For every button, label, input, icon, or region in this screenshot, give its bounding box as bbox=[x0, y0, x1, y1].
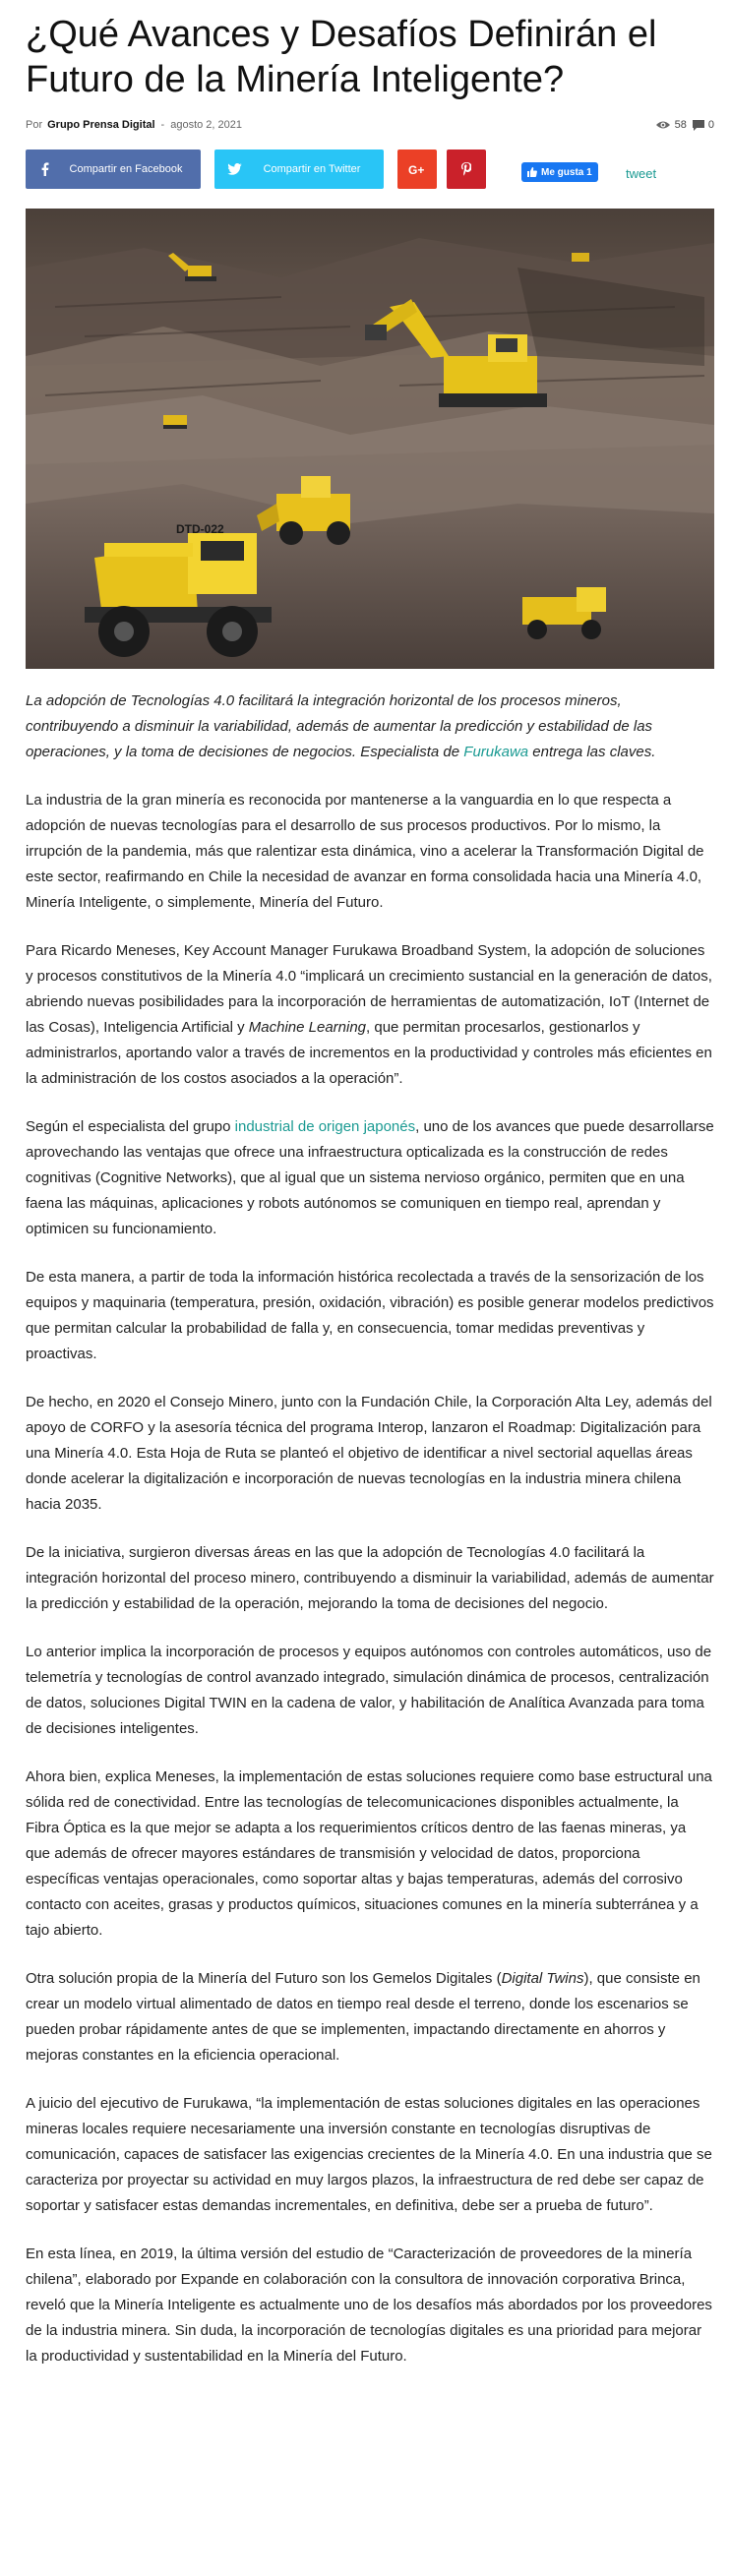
share-facebook-label: Compartir en Facebook bbox=[69, 163, 183, 175]
paragraph-7: De la iniciativa, surgieron diversas áreas en las que la adopción de Tecnologías 4.0 facilitará la integración horizontal del proceso minero, contribuyendo a disminuir la variabilidad, además de aumentar la predicción y estabilidad de la operación, mejorando la toma de decisiones del negocio. bbox=[26, 1544, 714, 1612]
like-label: Me gusta 1 bbox=[541, 166, 592, 178]
lead-text-start: La adopción de Tecnologías 4.0 facilitará la integración horizontal de los procesos mineros, contribuyendo a disminuir la variabilidad, además de aumentar la predicción y estabilidad de las operaciones, y la toma de decisiones de negocios. Especialista de bbox=[26, 692, 653, 760]
paragraph-4-end: , uno de los avances que puede desarrollarse aprovechando las ventajas que ofrece una infraestructura opticalizada es la construcción de redes cognitivas (Cognitive Networks), que al igual que un sistema nervioso orgánico, permiten que en una faena las máquinas, aplicaciones y robots autónomos se comuniquen en tiempo real, aprendan y optimicen su funcionamiento. bbox=[26, 1118, 714, 1237]
comment-icon bbox=[693, 120, 704, 131]
furukawa-link[interactable]: Furukawa bbox=[463, 744, 529, 760]
industrial-group-link[interactable]: industrial de origen japonés bbox=[234, 1118, 416, 1135]
like-button[interactable] bbox=[521, 162, 598, 182]
vehicle-small-left bbox=[163, 415, 187, 429]
facebook-icon bbox=[26, 162, 65, 176]
paragraph-8: Lo anterior implica la incorporación de procesos y equipos autónomos con controles automáticos, uso de telemetría y tecnologías de control avanzado integrado, simulación dinámica de procesos, centralización de datos, soluciones Digital TWIN en la cadena de valor, y habilitación de Analítica Avanzada para toma de decisiones inteligentes. bbox=[26, 1644, 712, 1737]
share-twitter-button[interactable] bbox=[214, 150, 384, 189]
meta-separator: - bbox=[160, 119, 165, 131]
eye-icon bbox=[655, 120, 671, 130]
share-pinterest-button[interactable] bbox=[447, 150, 486, 189]
paragraph-10 bbox=[26, 1966, 714, 2068]
tweet-link[interactable]: tweet bbox=[626, 166, 657, 181]
views-count bbox=[655, 119, 687, 131]
vehicle-small-far bbox=[572, 253, 589, 262]
lead-text-end: entrega las claves. bbox=[528, 744, 656, 760]
paragraph-10-start: Otra solución propia de la Minería del Futuro son los Gemelos Digitales ( bbox=[26, 1970, 502, 1987]
lead-paragraph bbox=[26, 689, 714, 765]
paragraph-2: La industria de la gran minería es reconocida por mantenerse a la vanguardia en lo que respecta a adopción de nuevas tecnologías para el desarrollo de sus procesos productivos. Por lo mismo, la irrupción de la pandemia, más que ralentizar esta dinámica, vino a acelerar la Transformación Digital de este sector, reafirmando en Chile la necesidad de avanzar en forma consolidada hacia una Minería 4.0, Minería Inteligente, o simplemente, Minería del Futuro. bbox=[26, 792, 704, 911]
paragraph-3-start: Para Ricardo Meneses, Key Account Manager Furukawa Broadband System, la adopción de soluciones y procesos constitutivos de la Minería 4.0 “implicará un crecimiento sustancial en la generación de datos, abriendo nuevas posibilidades para la incorporación de herramientas de automatización, IoT (Internet de las Cosas), Inteligencia Artificial y bbox=[26, 942, 712, 1036]
paragraph-9: Ahora bien, explica Meneses, la implementación de estas soluciones requiere como base estructural una sólida red de conectividad. Entre las tecnologías de telecomunicaciones disponibles actualmente, la Fibra Óptica es la que mejor se adapta a los requerimientos críticos dentro de las faenas mineras, ya que además de ofrecer mayores estándares de transmisión y velocidad de datos, proporciona específicas ventajas operacionales, como soportar altas y bajas temperaturas, además del corrosivo contacto con aceites, grasas y productos químicos, situaciones comunes en la minería subterránea y a tajo abierto. bbox=[26, 1768, 712, 1939]
paragraph-5: De esta manera, a partir de toda la información histórica recolectada a través de la sensorización de los equipos y maquinaria (temperatura, presión, oxidación, vibración) es posible generar modelos predictivos que permitan calcular la probabilidad de falla y, en consecuencia, tomar medidas preventivas y proactivas. bbox=[26, 1269, 714, 1362]
share-google-plus-button[interactable] bbox=[397, 150, 437, 189]
digital-twins-term: Digital Twins bbox=[501, 1970, 584, 1987]
hero-image bbox=[26, 209, 714, 669]
views-value: 58 bbox=[674, 119, 687, 131]
paragraph-10-end: ), que consiste en crear un modelo virtual alimentado de datos en tiempo real desde el terreno, donde los escenarios se pueden probar rápidamente antes de que se implementen, impactando directamente en ahorros y mejoras constantes en la eficiencia operacional. bbox=[26, 1970, 700, 2064]
paragraph-11: A juicio del ejecutivo de Furukawa, “la implementación de estas soluciones digitales en las operaciones mineras locales requiere necesariamente una inversión constante en tecnologías disruptivas de comunicación, capaces de satisfacer las exigencias crecientes de la Minería 4.0. En una industria que se caracteriza por proyectar su actividad en muy largos plazos, la infraestructura de red debe ser capaz de soportar y satisfacer estas demandas incrementales, en definitiva, debe ser a prueba de futuro”. bbox=[26, 2095, 712, 2214]
machine-learning-term: Machine Learning bbox=[248, 1019, 367, 1036]
paragraph-6: De hecho, en 2020 el Consejo Minero, junto con la Fundación Chile, la Corporación Alta Ley, además del apoyo de CORFO y la asesoría técnica del programa Interop, lanzaron el Roadmap: Digitalización para una Minería 4.0. Esta Hoja de Ruta se planteó el objetivo de identificar a nivel sectorial aquellas áreas donde acelerar la digitalización e incorporación de nuevas tecnologías en la industria minera chilena hacia 2035. bbox=[26, 1394, 712, 1513]
paragraph-12: En esta línea, en 2019, la última versión del estudio de “Caracterización de proveedores de la minería chilena”, elaborado por Expande en colaboración con la consultora de innovación corporativa Brinca, reveló que la Minería Inteligente es actualmente uno de los desafíos más abordados por los proveedores de la industria minera. Sin duda, la incorporación de tecnologías digitales es una prioridad para mejorar la productividad y sustentabilidad en la Minería del Futuro. bbox=[26, 2246, 712, 2365]
paragraph-3 bbox=[26, 938, 714, 1092]
paragraph-3-end: , que permitan procesarlos, gestionarlos y administrarlos, aportando valor a través de incrementos en la productividad y controles más eficientes en la administración de los costos asociados a la operación”. bbox=[26, 1019, 712, 1087]
share-twitter-label: Compartir en Twitter bbox=[263, 163, 361, 175]
twitter-icon bbox=[214, 163, 254, 175]
share-bar bbox=[26, 150, 714, 189]
google-plus-icon bbox=[408, 163, 426, 175]
paragraph-4 bbox=[26, 1114, 714, 1242]
truck-number-label: DTD-022 bbox=[176, 522, 224, 536]
post-stats bbox=[655, 119, 714, 131]
comments-count[interactable] bbox=[693, 119, 714, 131]
post-meta bbox=[26, 116, 714, 134]
svg-text:G+: G+ bbox=[408, 163, 425, 175]
mining-site-photo bbox=[26, 209, 714, 669]
paragraph-4-start: Según el especialista del grupo bbox=[26, 1118, 235, 1135]
post-date: agosto 2, 2021 bbox=[170, 119, 243, 131]
author-link[interactable]: Grupo Prensa Digital bbox=[47, 119, 155, 131]
article-body bbox=[26, 689, 714, 2392]
by-label: Por bbox=[26, 119, 43, 131]
pinterest-icon bbox=[461, 162, 471, 176]
share-facebook-button[interactable] bbox=[26, 150, 201, 189]
thumbs-up-icon bbox=[527, 167, 537, 177]
comments-value: 0 bbox=[707, 119, 714, 131]
page-title: ¿Qué Avances y Desafíos Definirán el Futuro de la Minería Inteligente? bbox=[26, 14, 657, 100]
